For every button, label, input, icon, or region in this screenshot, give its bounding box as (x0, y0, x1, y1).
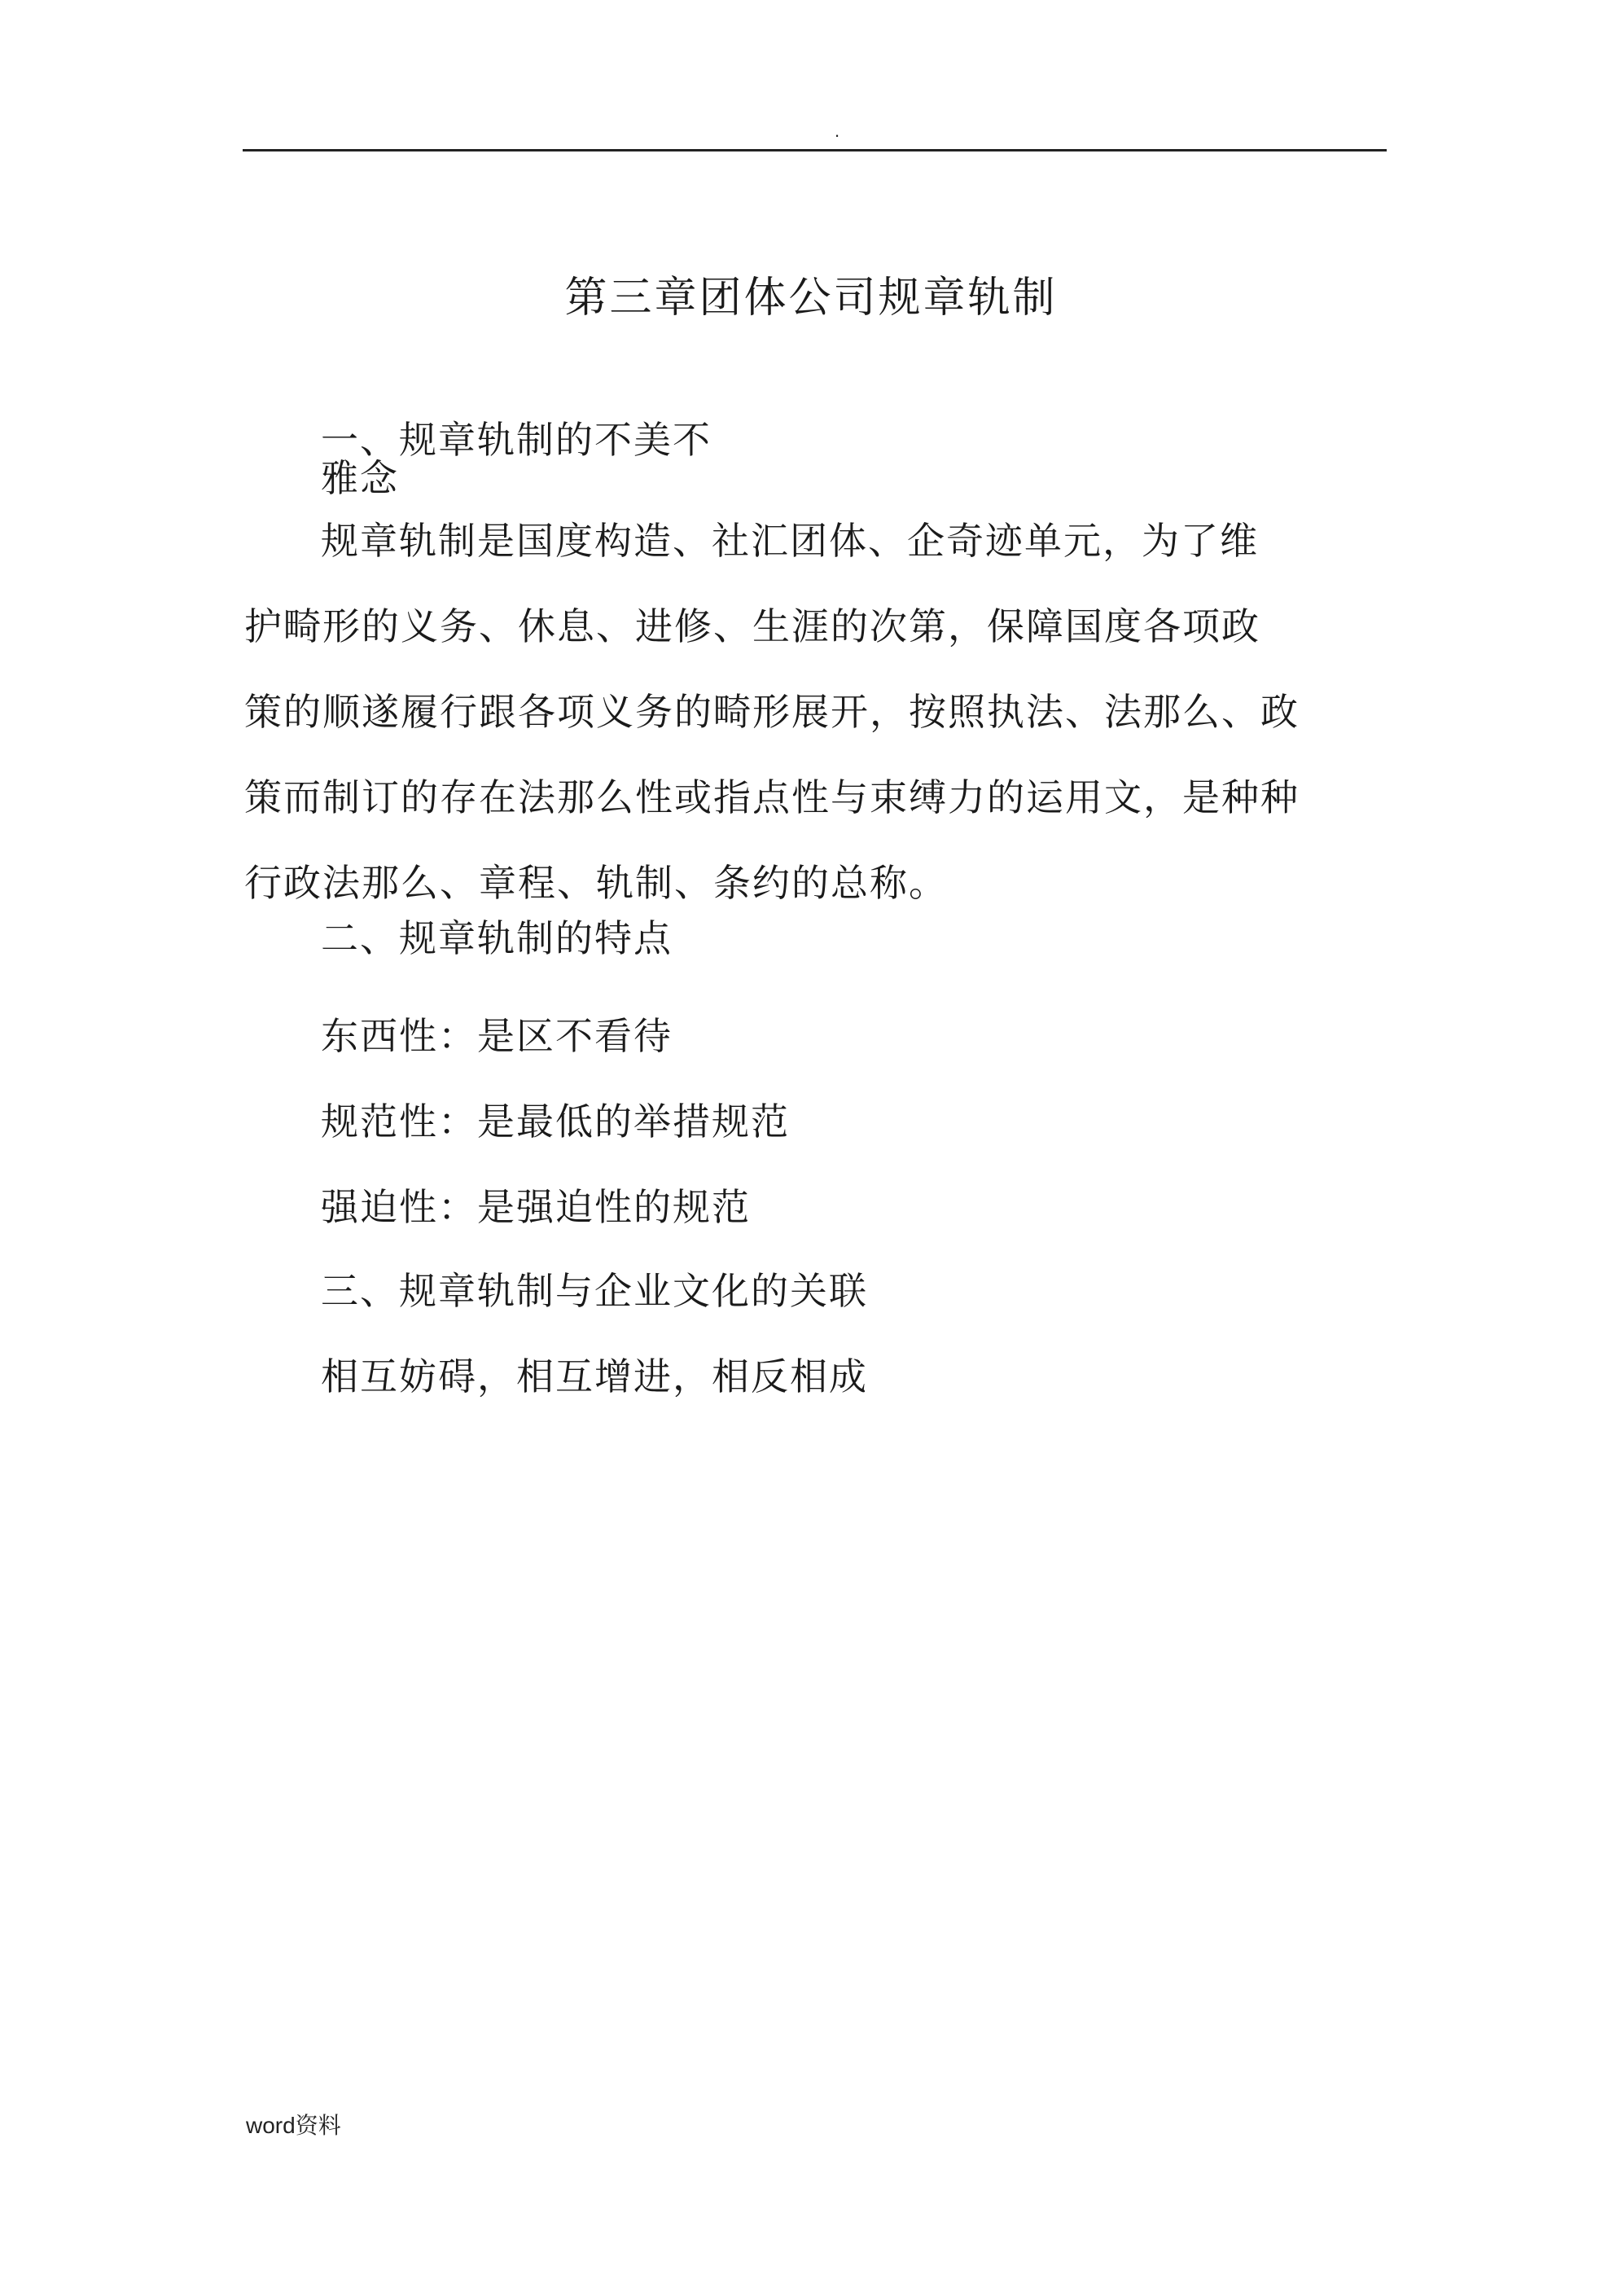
feature-item: 东西性：是区不看待 (321, 1014, 673, 1058)
body-line: 策而制订的存在法那么性或指点性与束缚力的运用文，是种种 (244, 775, 1300, 819)
section1-heading-line1: 一、规章轨制的不美不 (321, 418, 712, 462)
section1-heading-line2: 雅念 (321, 456, 399, 500)
footer-label: word资料 (246, 2113, 341, 2138)
page-title: 第三章团体公司规章轨制 (564, 274, 1058, 323)
section1-body (244, 498, 1300, 926)
body-line: 策的顺遂履行跟各项义务的畸形展开，按照执法、法那么、政 (244, 690, 1300, 734)
header-mark: . (835, 121, 840, 141)
feature-item: 规范性：是最低的举措规范 (321, 1100, 790, 1144)
body-line: 护畸形的义务、休息、进修、生涯的次第，保障国度各项政 (244, 604, 1260, 648)
section2-heading: 二、规章轨制的特点 (321, 916, 673, 960)
body-line: 规章轨制是国度构造、社汇团体、企奇迹单元，为了维 (321, 519, 1259, 563)
header-rule (243, 149, 1387, 151)
section3-body: 相互妨碍，相互增进，相反相成 (321, 1354, 868, 1398)
body-line: 行政法那么、章程、轨制、条约的总称。 (244, 861, 948, 905)
section3-heading: 三、规章轨制与企业文化的关联 (321, 1269, 868, 1313)
feature-item: 强迫性：是强迫性的规范 (321, 1185, 751, 1229)
